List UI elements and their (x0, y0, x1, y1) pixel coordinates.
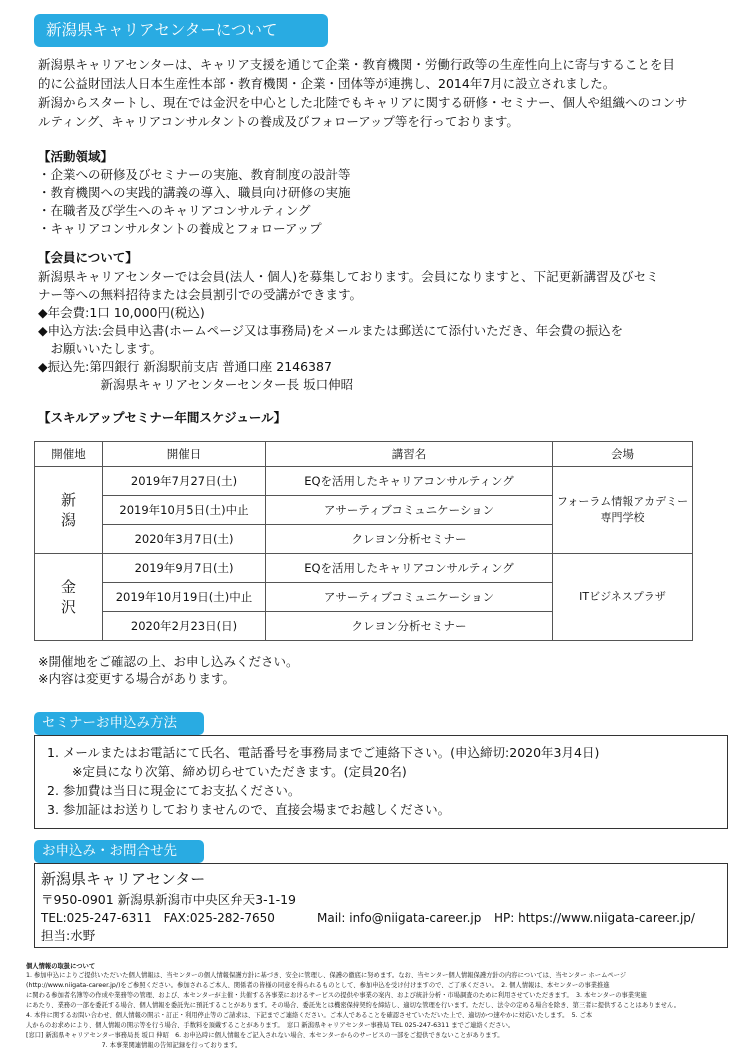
date-cell: 2019年10月19日(土)中止 (103, 583, 266, 612)
city-char: 新 (60, 491, 76, 509)
date-cell: 2020年3月7日(土) (103, 525, 266, 554)
membership-fee: ◆年会費:1口 10,000円(税込) (38, 305, 205, 320)
contact-tel-fax: TEL:025-247-6311 FAX:025-282-7650 (41, 911, 275, 925)
schedule-note: ※内容は変更する場合があります。 (38, 671, 235, 686)
contact-address: 〒950-0901 新潟県新潟市中央区弁天3-1-19 (41, 892, 296, 907)
city-char: 沢 (60, 598, 76, 616)
table-row (35, 554, 693, 583)
membership-method-cont: お願いいたします。 (38, 341, 163, 356)
apply-step-3: 3. 参加証はお送りしておりませんので、直接会場までお越しください。 (47, 802, 451, 817)
membership-line: ナー等への無料招待または会員割引での受講ができます。 (38, 287, 363, 302)
date-cell: 2019年9月7日(土) (103, 554, 266, 583)
apply-step-2: 2. 参加費は当日に現金にてお支払ください。 (47, 783, 301, 798)
course-cell: クレヨン分析セミナー (266, 525, 553, 554)
membership-bank: ◆振込先:第四銀行 新潟駅前支店 普通口座 2146387 (38, 359, 332, 374)
contact-hp-link[interactable]: HP: https://www.niigata-career.jp/ (494, 911, 695, 925)
activities-title: 【活動領域】 (38, 149, 114, 164)
contact-header: お申込み・お問合せ先 (34, 840, 204, 863)
date-cell: 2019年7月27日(土) (103, 467, 266, 496)
activity-item: ・企業への研修及びセミナーの実施、教育制度の設計等 (38, 167, 351, 182)
schedule-title: 【スキルアップセミナー年間スケジュール】 (38, 410, 287, 425)
about-header: 新潟県キャリアセンターについて (34, 14, 328, 47)
header-venue: 会場 (553, 442, 693, 467)
city-char: 潟 (60, 511, 76, 529)
city-niigata (35, 467, 103, 554)
contact-org: 新潟県キャリアセンター (41, 870, 206, 888)
activity-item: ・教育機関への実践的講義の導入、職員向け研修の実施 (38, 185, 351, 200)
apply-box (34, 735, 728, 829)
contact-mail-link[interactable]: Mail: info@niigata-career.jp (317, 911, 482, 925)
privacy-line: (http://www.niigata-career.jp/)をご参照ください。参加されるご本人、関係者の皆様の同意を得られるものとして、参加申込を受け付けますので、ご了承ください。 2. 個人情報は、本センターの事業推進 (26, 982, 610, 989)
privacy-line: 7. 本事業関連情報の告知記録を行っております。 (26, 1042, 242, 1049)
venue-niigata (553, 467, 693, 554)
venue-name: ITビジネスプラザ (579, 590, 666, 603)
apply-header: セミナーお申込み方法 (34, 712, 204, 735)
privacy-line: 1. 参加申込によりご提供いただいた個人情報は、当センターの個人情報保護方針に基づき、安全に管理し、保護の徹底に努めます。なお、当センター個人情報保護方針の内容については、当センター ホームページ (26, 972, 627, 979)
venue-name: フォーラム情報アカデミー (556, 495, 689, 508)
table-row (35, 467, 693, 496)
privacy-line: にあたり、業務の一部を委託する場合、個人情報を委託先に預託することがあります。その場合、委託先とは機密保持契約を締結し、適切な管理を行います。ただし、法令の定める場合を除き、第三者に提供することはありません。 (26, 1002, 680, 1009)
privacy-line: 4. 本件に関するお問い合わせ、個人情報の開示・訂正・利用停止等のご請求は、下記までご連絡ください。ご本人であることを確認させていただいた上で、適切かつ速やかに対応いたします。 5. ご本 (26, 1012, 593, 1019)
privacy-line: [窓口] 新潟県キャリアセンター事務局長 坂口 伸昭 6. お申込時に個人情報をご記入されない場合、本センターからのサービスの一部をご提供できないことがあります。 (26, 1032, 504, 1039)
schedule-table (34, 441, 693, 641)
about-line-4: ルティング、キャリアコンサルタントの養成及びフォローアップ等を行っております。 (38, 114, 519, 129)
contact-box (34, 863, 728, 948)
course-cell: EQを活用したキャリアコンサルティング (266, 554, 553, 583)
course-cell: クレヨン分析セミナー (266, 612, 553, 641)
privacy-line: に関わる参加者名簿等の作成や業務等の管理、および、本センターが主催・共催する各事業におけるサービスの提供や事業の案内、および統計分析・市場調査のために利用させていただきます。 3. 本センターの事業実施 (26, 992, 647, 999)
schedule-note: ※開催地をご確認の上、お申し込みください。 (38, 654, 299, 669)
apply-step-1-note: ※定員になり次第、締め切らせていただきます。(定員20名) (47, 764, 407, 779)
contact-person: 担当:水野 (41, 928, 96, 943)
activity-item: ・キャリアコンサルタントの養成とフォローアップ (38, 221, 322, 236)
activity-item: ・在職者及び学生へのキャリアコンサルティング (38, 203, 311, 218)
schedule-header-row (35, 442, 693, 467)
about-line-1: 新潟県キャリアセンターは、キャリア支援を通じて企業・教育機関・労働行政等の生産性向上に寄与することを目 (38, 57, 675, 72)
privacy-title: 個人情報の取扱について (26, 963, 96, 970)
course-cell: アサーティブコミュニケーション (266, 496, 553, 525)
privacy-line: 人からのお求めにより、個人情報の開示等を行う場合、手数料を頂戴することがあります。 窓口 新潟県キャリアセンター事務局 TEL 025-247-6311 までご連絡ください。 (26, 1022, 515, 1029)
header-course: 講習名 (266, 442, 553, 467)
city-kanazawa (35, 554, 103, 641)
membership-method: ◆申込方法:会員申込書(ホームページ又は事務局)をメールまたは郵送にて添付いただき、年会費の振込を (38, 323, 624, 338)
apply-step-1: 1. メールまたはお電話にて氏名、電話番号を事務局までご連絡下さい。(申込締切:2020年3月4日) (47, 745, 600, 760)
about-line-2: 的に公益財団法人日本生産性本部・教育機関・企業・団体等が連携し、2014年7月に設立されました。 (38, 76, 616, 91)
header-venue-city: 開催地 (35, 442, 103, 467)
date-cell: 2020年2月23日(日) (103, 612, 266, 641)
course-cell: アサーティブコミュニケーション (266, 583, 553, 612)
membership-bank-holder: 新潟県キャリアセンターセンター長 坂口伸昭 (38, 377, 354, 392)
city-char: 金 (60, 578, 76, 596)
header-date: 開催日 (103, 442, 266, 467)
membership-line: 新潟県キャリアセンターでは会員(法人・個人)を募集しております。会員になりますと、下記更新講習及びセミ (38, 269, 659, 284)
venue-name: 専門学校 (600, 511, 645, 524)
course-cell: EQを活用したキャリアコンサルティング (266, 467, 553, 496)
about-line-3: 新潟からスタートし、現在では金沢を中心とした北陸でもキャリアに関する研修・セミナー、個人や組織へのコンサ (38, 95, 688, 110)
venue-kanazawa (553, 554, 693, 641)
date-cell: 2019年10月5日(土)中止 (103, 496, 266, 525)
membership-title: 【会員について】 (38, 250, 138, 265)
